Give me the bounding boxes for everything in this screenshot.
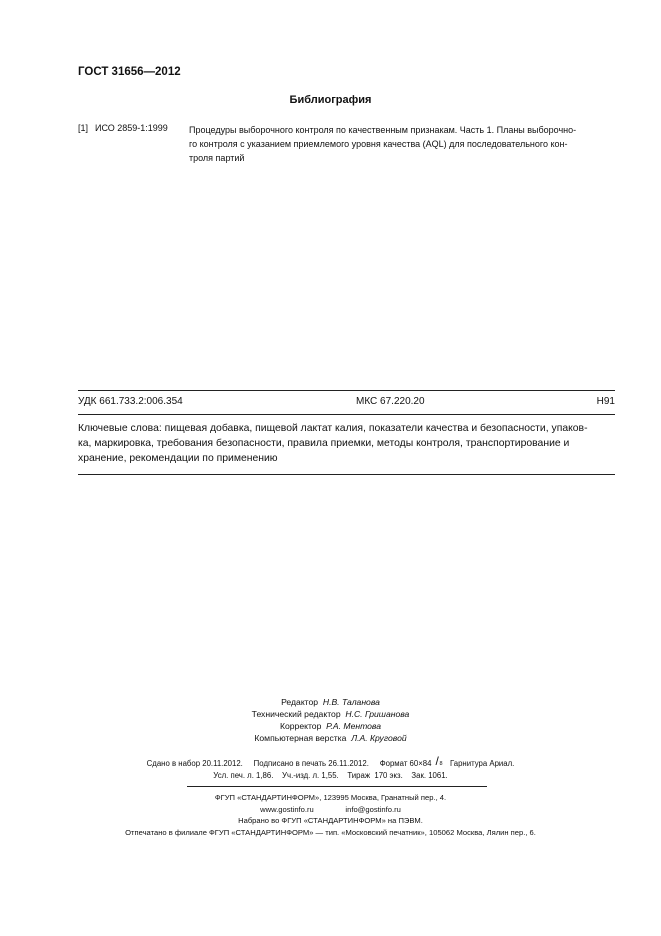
credit-role: Технический редактор <box>251 709 341 719</box>
credit-role: Компьютерная верстка <box>254 733 347 743</box>
publisher-email[interactable]: info@gostinfo.ru <box>345 805 401 814</box>
reference-code: ИСО 2859-1:1999 <box>95 123 168 133</box>
fraction-denominator: 8 <box>439 761 443 767</box>
imprint-font: Гарнитура Ариал. <box>449 759 515 768</box>
keywords-line: хранение, рекомендации по применению <box>78 453 278 464</box>
reference-line: троля партий <box>189 153 245 163</box>
divider-top <box>78 390 615 391</box>
credit-role: Редактор <box>281 697 319 707</box>
credit-name: Н.В. Таланова <box>322 697 380 707</box>
udk-code: УДК 661.733.2:006.354 <box>78 396 183 407</box>
credit-proofreader <box>0 721 661 731</box>
credit-layout <box>0 733 661 743</box>
imprint-line-1 <box>0 756 661 768</box>
mks-code: МКС 67.220.20 <box>356 396 425 407</box>
credit-name: Л.А. Круговой <box>351 733 407 743</box>
keywords-line: ка, маркировка, требования безопасности, правила приемки, методы контроля, транспортирование и <box>78 438 570 449</box>
publisher-address: ФГУП «СТАНДАРТИНФОРМ», 123995 Москва, Гранатный пер., 4. <box>214 793 447 802</box>
publisher-website[interactable]: www.gostinfo.ru <box>260 805 314 814</box>
fraction <box>431 756 443 766</box>
classification-code: Н91 <box>596 396 615 407</box>
document-header: ГОСТ 31656—2012 <box>78 66 181 78</box>
credit-name: Р.А. Ментова <box>326 721 382 731</box>
reference-description <box>189 123 615 165</box>
fraction-slash: / <box>435 754 439 768</box>
reference-number: [1] <box>78 123 89 133</box>
bibliography-title: Библиография <box>289 94 372 106</box>
reference-line: Процедуры выборочного контроля по качественным признакам. Часть 1. Планы выборочно- <box>189 125 577 135</box>
imprint-text: Сдано в набор 20.11.2012. Подписано в печать 26.11.2012. Формат 60×84 <box>146 759 432 768</box>
credit-tech-editor <box>0 709 661 719</box>
typeset-note: Набрано во ФГУП «СТАНДАРТИНФОРМ» на ПЭВМ. <box>238 816 423 825</box>
divider-middle <box>78 414 615 415</box>
divider-bottom <box>78 474 615 475</box>
imprint-line-2: Усл. печ. л. 1,86. Уч.-изд. л. 1,55. Тираж 170 экз. Зак. 1061. <box>213 771 448 780</box>
printing-note: Отпечатано в филиале ФГУП «СТАНДАРТИНФОРМ» — тип. «Московский печатник», 105062 Москва, Лялин пер., 6. <box>125 828 536 837</box>
credit-role: Корректор <box>279 721 322 731</box>
keywords-line: Ключевые слова: пищевая добавка, пищевой лактат калия, показатели качества и безопасности, упаков- <box>78 423 588 434</box>
divider-imprint <box>187 786 487 787</box>
credit-editor <box>0 697 661 707</box>
publisher-contacts <box>0 805 661 814</box>
credit-name: Н.С. Гришанова <box>345 709 410 719</box>
reference-line: го контроля с указанием приемлемого уровня качества (AQL) для последовательного кон- <box>189 139 568 149</box>
